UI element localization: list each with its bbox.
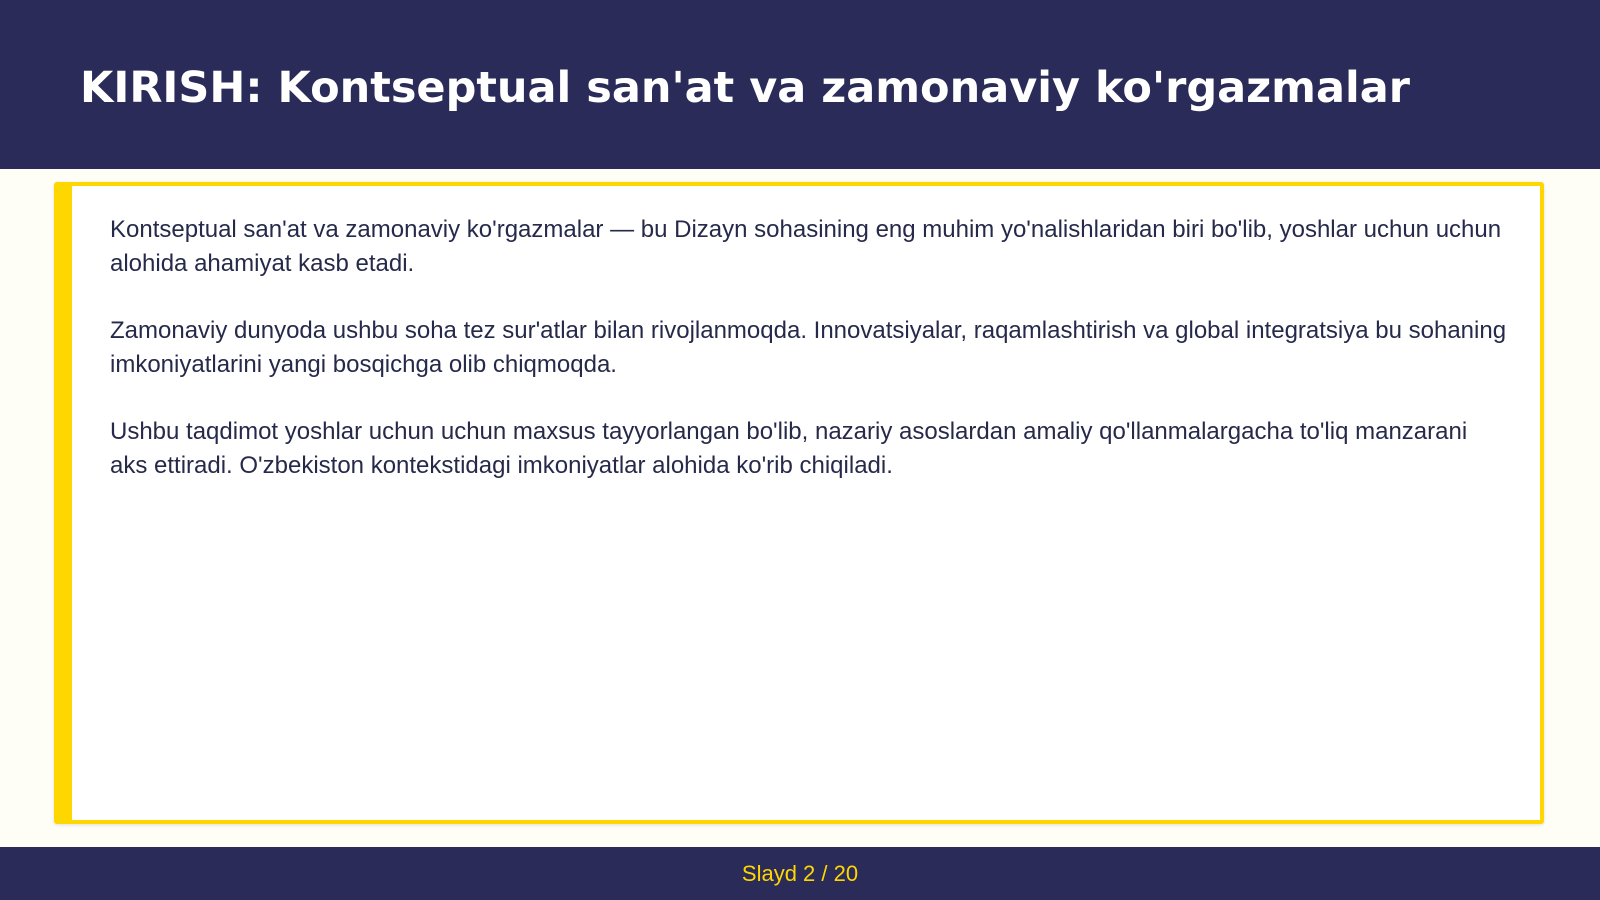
slide-counter: Slayd 2 / 20 bbox=[741, 861, 859, 886]
slide-footer bbox=[0, 847, 1600, 900]
paragraph-intro: Kontseptual san'at va zamonaviy ko'rgazmalar — bu Dizayn sohasining eng muhim yo'nalishlaridan biri bo'lib, yoshlar uchun uchun alohida ahamiyat kasb etadi. bbox=[110, 216, 1502, 277]
paragraph-modern-world: Zamonaviy dunyoda ushbu soha tez sur'atlar bilan rivojlanmoqda. Innovatsiyalar, raqamlashtirish va global integratsiya bu sohaning imkoniyatlarini yangi bosqichga olib chiqmoqda. bbox=[110, 317, 1507, 378]
paragraph-presentation: Ushbu taqdimot yoshlar uchun uchun maxsus tayyorlangan bo'lib, nazariy asoslardan amaliy qo'llanmalargacha to'liq manzarani aks ettiradi. O'zbekiston kontekstidagi imkoniyatlar alohida ko'rib chiqiladi. bbox=[110, 418, 1468, 479]
slide-title: KIRISH: Kontseptual san'at va zamonaviy ko'rgazmalar bbox=[80, 63, 1410, 113]
content-body bbox=[110, 213, 1510, 516]
slide-header bbox=[0, 0, 1600, 169]
